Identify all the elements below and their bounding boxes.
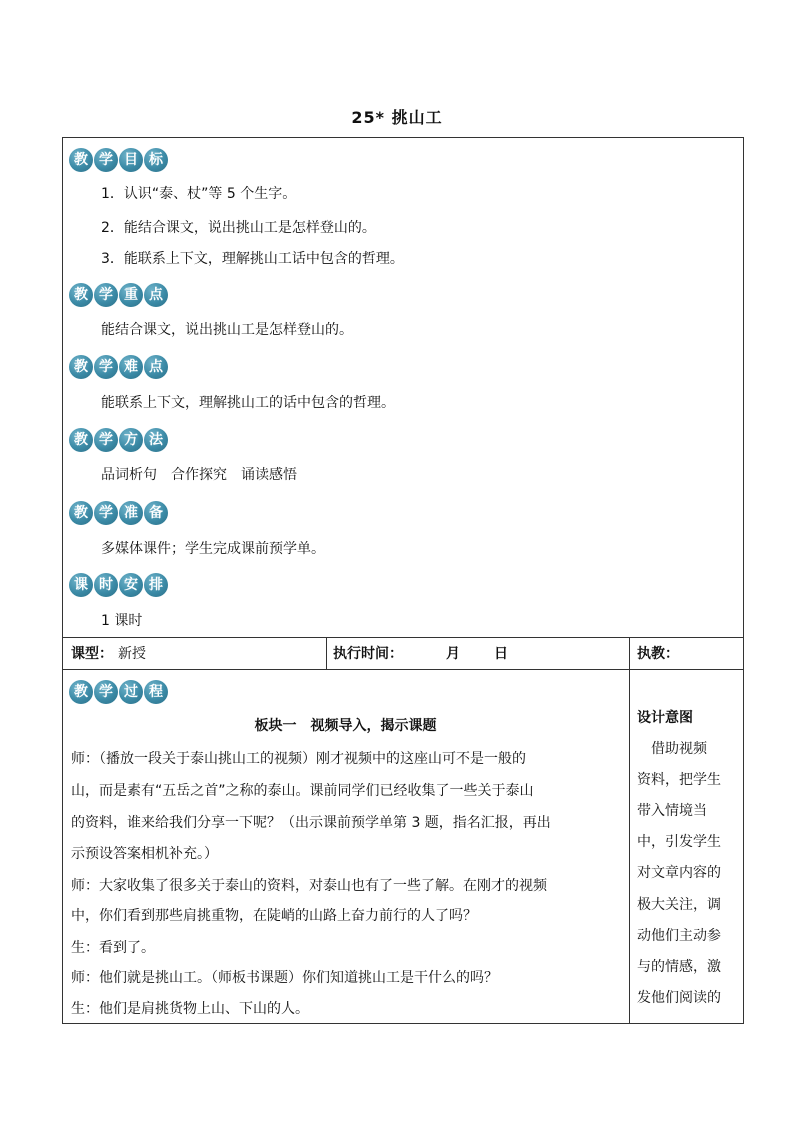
badge-char: 教 (69, 148, 93, 172)
process-line: 师：大家收集了很多关于泰山的资料，对泰山也有了一些了解。在刚才的视频 (71, 878, 547, 894)
badge-char: 点 (144, 283, 168, 307)
badge-char: 教 (69, 283, 93, 307)
badge-char: 教 (69, 428, 93, 452)
process-line: 中，你们看到那些肩挑重物，在陡峭的山路上奋力前行的人了吗？ (71, 908, 477, 924)
row-divider-1 (62, 637, 744, 638)
section-badge-difficulties (69, 354, 169, 380)
objective-line: 1．认识“泰、杖”等 5 个生字。 (101, 186, 297, 202)
teacher-label: 执教： (637, 646, 679, 662)
process-line: 山，而是素有“五岳之首”之称的泰山。课前同学们已经收集了一些关于泰山 (71, 783, 534, 799)
design-intent-line: 资料，把学生 (637, 772, 721, 788)
badge-char: 教 (69, 501, 93, 525)
section-badge-key-points (69, 282, 169, 308)
badge-char: 教 (69, 680, 93, 704)
badge-char: 学 (94, 148, 118, 172)
badge-char: 程 (144, 680, 168, 704)
col-divider-process (629, 669, 630, 1024)
execution-time-label: 执行时间： (333, 646, 403, 662)
document-title: 25* 挑山工 (351, 108, 443, 127)
process-line: 的资料，谁来给我们分享一下呢？（出示课前预学单第 3 题，指名汇报，再出 (71, 815, 551, 831)
day-label: 日 (494, 646, 508, 662)
badge-char: 点 (144, 355, 168, 379)
badge-char: 学 (94, 283, 118, 307)
preparation-line: 多媒体课件；学生完成课前预学单。 (101, 541, 325, 557)
difficulty-line: 能联系上下文，理解挑山工的话中包含的哲理。 (101, 395, 395, 411)
row-divider-2 (62, 669, 744, 670)
design-intent-line: 借助视频 (637, 741, 707, 757)
section-badge-methods (69, 427, 169, 453)
process-line: 师：他们就是挑山工。（师板书课题）你们知道挑山工是干什么的吗？ (71, 970, 498, 986)
lesson-type-label: 课型： (71, 646, 113, 662)
badge-char: 教 (69, 355, 93, 379)
design-intent-line: 对文章内容的 (637, 865, 721, 881)
design-intent-line: 动他们主动参 (637, 928, 721, 944)
block-title: 板块一 视频导入，揭示课题 (254, 718, 437, 734)
method-line: 品词析句 合作探究 诵读感悟 (101, 467, 297, 483)
design-intent-line: 带入情境当 (637, 803, 707, 819)
lesson-type-value: 新授 (118, 646, 146, 662)
badge-char: 学 (94, 428, 118, 452)
objective-line: 3．能联系上下文，理解挑山工话中包含的哲理。 (101, 251, 404, 267)
badge-char: 标 (144, 148, 168, 172)
badge-char: 安 (119, 573, 143, 597)
badge-char: 排 (144, 573, 168, 597)
badge-char: 课 (69, 573, 93, 597)
design-intent-line: 发他们阅读的 (637, 990, 721, 1006)
section-badge-preparation (69, 500, 169, 526)
design-intent-line: 与的情感，激 (637, 959, 721, 975)
design-intent-line: 极大关注，调 (637, 897, 721, 913)
col-divider-info-1 (326, 637, 327, 669)
objective-line: 2．能结合课文，说出挑山工是怎样登山的。 (101, 220, 376, 236)
process-line: 生：看到了。 (71, 940, 155, 956)
process-line: 生：他们是肩挑货物上山、下山的人。 (71, 1001, 309, 1017)
badge-char: 方 (119, 428, 143, 452)
process-line: 师：（播放一段关于泰山挑山工的视频）刚才视频中的这座山可不是一般的 (71, 751, 526, 767)
badge-char: 重 (119, 283, 143, 307)
badge-char: 目 (119, 148, 143, 172)
col-divider-info-2 (629, 637, 630, 669)
badge-char: 过 (119, 680, 143, 704)
design-intent-heading: 设计意图 (637, 710, 693, 726)
key-point-line: 能结合课文，说出挑山工是怎样登山的。 (101, 322, 353, 338)
schedule-line: 1 课时 (101, 613, 143, 629)
badge-char: 法 (144, 428, 168, 452)
month-label: 月 (446, 646, 460, 662)
section-badge-process (69, 679, 169, 705)
badge-char: 学 (94, 680, 118, 704)
badge-char: 备 (144, 501, 168, 525)
design-intent-line: 中，引发学生 (637, 834, 721, 850)
section-badge-objectives (69, 147, 169, 173)
process-line: 示预设答案相机补充。） (71, 846, 218, 862)
badge-char: 准 (119, 501, 143, 525)
badge-char: 学 (94, 501, 118, 525)
section-badge-schedule (69, 572, 169, 598)
badge-char: 学 (94, 355, 118, 379)
badge-char: 难 (119, 355, 143, 379)
badge-char: 时 (94, 573, 118, 597)
